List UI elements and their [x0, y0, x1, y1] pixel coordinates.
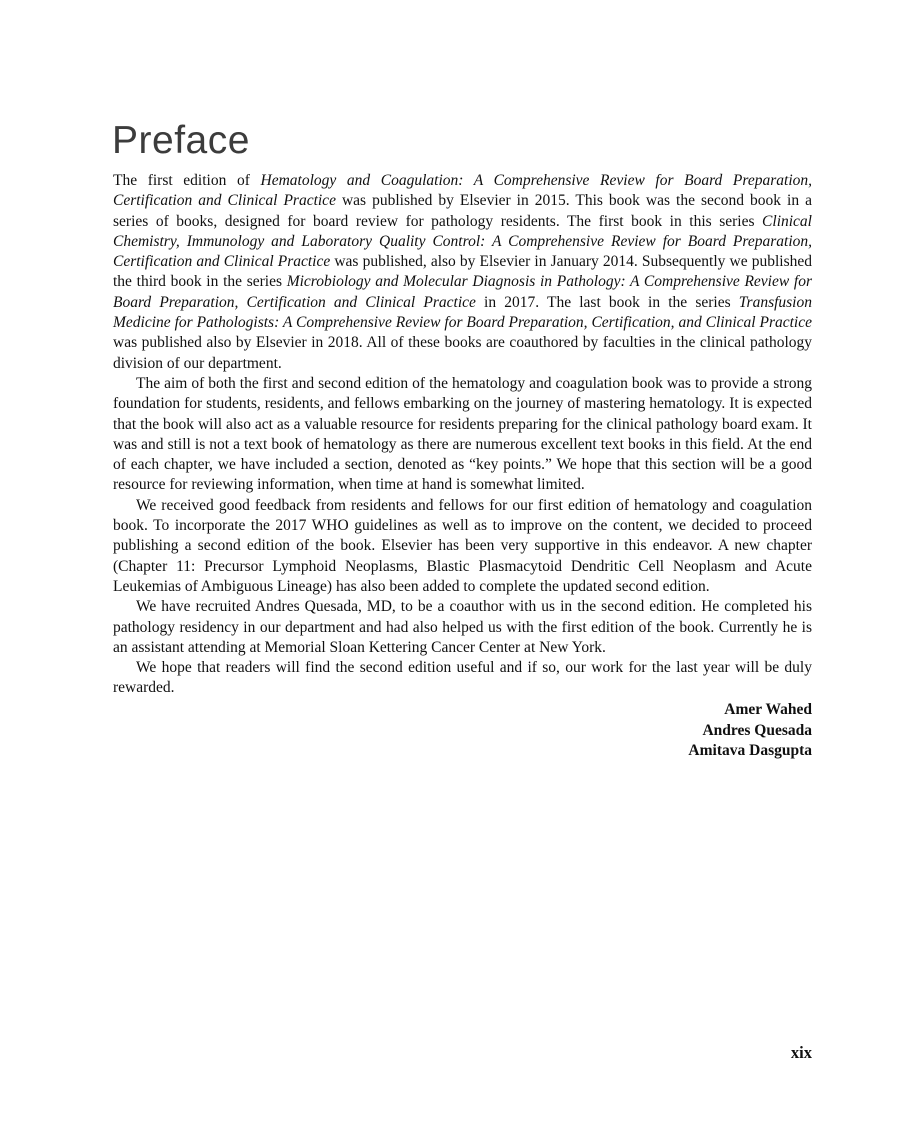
page-title: Preface — [112, 119, 250, 163]
paragraph — [113, 597, 812, 658]
text-run: We hope that readers will find the second edition useful and if so, our work for the last year will be duly rewarded. — [113, 659, 812, 697]
book-title-italic: Microbiology and Molecular Diagnosis in Pathology: A Comprehensive Review for Board Preparation, Certification and Clinical Practice — [113, 273, 812, 311]
author-name: Andres Quesada — [702, 721, 812, 739]
author-name: Amer Wahed — [724, 700, 812, 718]
paragraph — [113, 496, 812, 597]
author-block — [113, 700, 812, 762]
author-name: Amitava Dasgupta — [688, 742, 812, 760]
paragraph — [113, 171, 812, 374]
paragraph — [113, 374, 812, 496]
page-number: xix — [790, 1043, 812, 1062]
text-run: We have recruited Andres Quesada, MD, to be a coauthor with us in the second edition. He completed his pathology residency in our department and had also helped us with the first edition of the book. Currently he is an assistant attending at Memorial Sloan Kettering Cancer Center at New York. — [113, 598, 812, 656]
book-title-italic: Hematology and Coagulation: A Comprehensive Review for Board Preparation, Certification and Clinical Practice — [113, 172, 812, 210]
text-run: in 2017. The last book in the series — [475, 293, 739, 311]
preface-body — [113, 171, 812, 762]
text-run: We received good feedback from residents and fellows for our first edition of hematology and coagulation book. To incorporate the 2017 WHO guidelines as well as to improve on the content, we decided to proceed publishing a second edition of the book. Elsevier has been very supportive in this endeavor. A new chapter (Chapter 11: Precursor Lymphoid Neoplasms, Blastic Plasmacytoid Dendritic Cell Neoplasm and Acute Leukemias of Ambiguous Lineage) has also been added to complete the updated second edition. — [113, 496, 812, 595]
text-run: was published, also by Elsevier in January 2014. Subsequently we published the third book in the series — [113, 253, 812, 291]
book-title-italic: Clinical Chemistry, Immunology and Laboratory Quality Control: A Comprehensive Review for Board Preparation, Certification and Clinical Practice — [113, 212, 812, 271]
text-run: was published also by Elsevier in 2018. All of these books are coauthored by faculties in the clinical pathology division of our department. — [113, 334, 812, 372]
text-run: The aim of both the first and second edition of the hematology and coagulation book was to provide a strong foundation for students, residents, and fellows embarking on the journey of mastering hematology. It is expected that the book will also act as a valuable resource for residents preparing for the clinical pathology board exam. It was and still is not a text book of hematology as there are numerous excellent text books in this field. At the end of each chapter, we have included a section, denoted as “key points.” We hope that this section will be a good resource for reviewing information, when time at hand is somewhat limited. — [113, 374, 812, 494]
text-run: was published by Elsevier in 2015. This book was the second book in a series of books, designed for board review for pathology residents. The first book in this series — [113, 192, 812, 230]
book-title-italic: Transfusion Medicine for Pathologists: A Comprehensive Review for Board Preparation, Certification, and Clinical Practice — [113, 293, 812, 332]
text-run: The first edition of — [113, 172, 261, 189]
paragraph — [113, 658, 812, 699]
